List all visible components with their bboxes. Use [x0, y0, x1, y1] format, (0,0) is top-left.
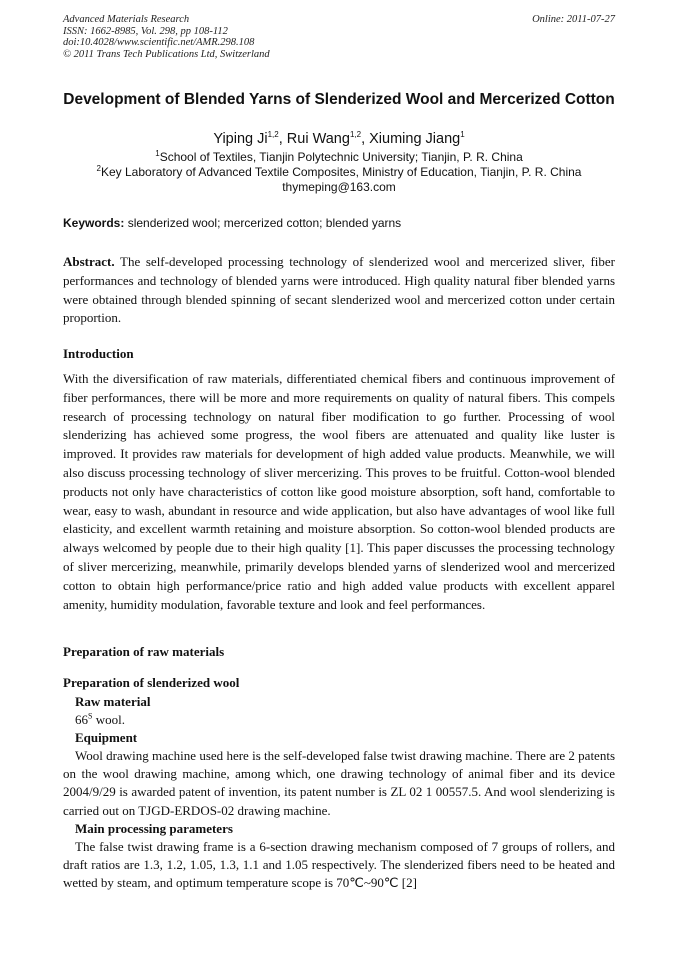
- affiliation-text: Key Laboratory of Advanced Textile Composites, Ministry of Education, Tianjin, P. R. China: [100, 165, 582, 179]
- journal-header: [63, 14, 270, 60]
- abstract-text: The self-developed processing technology of slenderized wool and mercerized sliver, fiber performances and technology of blended yarns were introduced. High quality natural fiber blended yarns were obtained through blended spinning of secant slenderized wool and mercerized cotton under certain proportion.: [63, 254, 615, 326]
- keywords: [63, 216, 401, 230]
- section-heading-introduction: Introduction: [63, 346, 134, 361]
- author-name: Yiping Ji: [213, 131, 268, 147]
- params-heading: Main processing parameters: [75, 820, 233, 836]
- equipment-text: Wool drawing machine used here is the self-developed false twist drawing machine. There are 2 patents on the wool drawing machine, among which, one drawing technology of animal fiber and its device 2004/9/29 is awarded patent of invention, its patent number is ZL 02 1 00557.5. And wool slenderizing is carried out on TJGD-ERDOS-02 drawing machine.: [63, 748, 615, 818]
- author-sup: 1,2: [349, 130, 362, 140]
- author-list: Yiping Ji$^{1,2}$, Rui Wang$^{1,2}$, Xiuming Jiang$^1$: [213, 130, 465, 147]
- doi: doi:10.4028/www.scientific.net/AMR.298.108: [63, 37, 255, 48]
- raw-material-sup: S: [88, 711, 93, 721]
- raw-material-value: 66: [75, 712, 88, 728]
- section-heading-preparation: Preparation of raw materials: [63, 644, 225, 659]
- equipment-heading: Equipment: [75, 730, 138, 746]
- affiliation-sup: 1: [155, 149, 160, 158]
- issn: ISSN: 1662-8985, Vol. 298, pp 108-112: [63, 25, 228, 37]
- params-text: The false twist drawing frame is a 6-section drawing mechanism composed of 7 groups of rollers, and draft ratios are 1.3, 1.2, 1.05, 1.3, 1.1 and 1.05 respectively. The slenderized fibers need to be heated and wetted by steam, and optimum temperature scope is 70℃~90℃ [2]: [63, 838, 615, 890]
- raw-material-line: [63, 711, 615, 729]
- author-email: thymeping@163.com: [282, 180, 396, 194]
- raw-material-heading: Raw material: [75, 694, 151, 709]
- author-sup: 1: [460, 130, 465, 140]
- paper-title: Development of Blended Yarns of Slenderized Wool and Mercerized Cotton: [63, 91, 615, 108]
- affiliation-sup: 2: [96, 164, 101, 173]
- abstract-label: Abstract.: [63, 254, 115, 269]
- affiliation-text: School of Textiles, Tianjin Polytechnic University; Tianjin, P. R. China: [159, 150, 523, 164]
- subsection-heading-slenderized-wool: Preparation of slenderized wool: [63, 675, 240, 690]
- author-name: Xiuming Jiang: [369, 131, 461, 147]
- author-name: Rui Wang: [286, 131, 350, 147]
- keywords-label: Keywords:: [63, 216, 125, 230]
- abstract: [63, 253, 615, 328]
- journal-name: Advanced Materials Research: [63, 14, 190, 25]
- copyright: © 2011 Trans Tech Publications Ltd, Switzerland: [63, 48, 270, 60]
- online-date: Online: 2011-07-27: [532, 14, 615, 25]
- raw-material-rest: wool.: [92, 712, 125, 728]
- affiliation: [63, 165, 615, 179]
- author-sup: 1,2: [267, 130, 279, 140]
- affiliation: [63, 150, 615, 164]
- keywords-text: slenderized wool; mercerized cotton; blended yarns: [127, 216, 402, 230]
- preparation-body: [63, 693, 615, 892]
- introduction-paragraph: With the diversification of raw materials, differentiated chemical fibers and continuous improvement of fiber performances, there will be more and more requirements on quality of natural fibers. This compels research of processing technology on natural fiber modification to go further. Processing of wool slenderizing has achieved some progress, the wool fibers are attenuated and quality like luster is improved. It provides raw materials for development of high added value products. Meanwhile, we will also discuss processing technology of sliver mercerizing. This proves to be fruitful. Cotton-wool blended products not only have characteristics of cotton like good moisture absorption, soft hand, comfortable to wear, easy to wash, abundant in resource and wide application, but also have advantages of wool like full elasticity, and excellent warmth retaining and moisture absorption. So cotton-wool blended products are always welcomed by people due to their high quality [1]. This paper discusses the processing technology of sliver mercerizing, meanwhile, primarily develops blended yarns of slenderized wool and mercerized cotton to obtain high performance/price ratio and high added value products with excellent apparel amenity, humidity modulation, favorable texture and look and feel performances.: [63, 371, 615, 612]
